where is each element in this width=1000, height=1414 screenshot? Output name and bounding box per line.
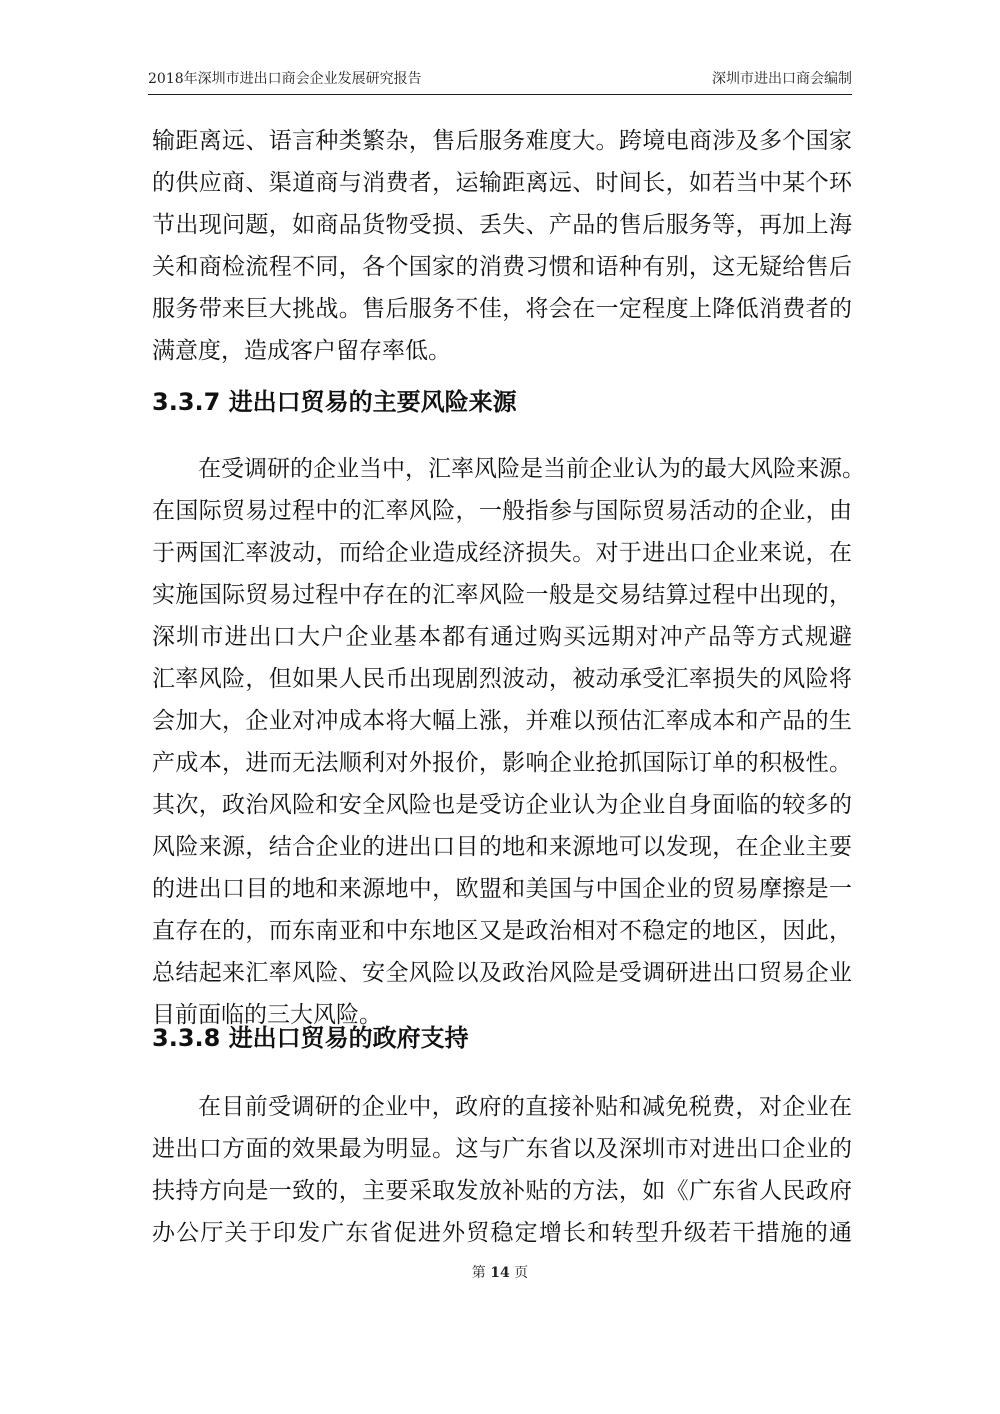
text-line: 服务带来巨大挑战。售后服务不佳，将会在一定程度上降低消费者的 xyxy=(152,296,852,322)
paragraph-risk-sources xyxy=(152,448,865,1036)
page-header xyxy=(148,64,852,95)
text-line: 输距离远、语言种类繁杂，售后服务难度大。跨境电商涉及多个国家 xyxy=(152,128,852,154)
text-line: 深圳市进出口大户企业基本都有通过购买远期对冲产品等方式规避 xyxy=(152,624,852,650)
page-footer xyxy=(0,1262,1000,1284)
text-line: 扶持方向是一致的，主要采取发放补贴的方法，如《广东省人民政府 xyxy=(152,1178,852,1204)
text-line: 汇率风险，但如果人民币出现剧烈波动，被动承受汇率损失的风险将 xyxy=(152,666,852,692)
text-line: 进出口方面的效果最为明显。这与广东省以及深圳市对进出口企业的 xyxy=(152,1136,852,1162)
page-number: 14 xyxy=(490,1265,510,1281)
paragraph-government-support xyxy=(152,1086,852,1254)
section-heading-3-3-7: 3.3.7 进出口贸易的主要风险来源 xyxy=(152,388,517,416)
page-number-suffix: 页 xyxy=(509,1265,529,1281)
header-report-title: 2018年深圳市进出口商会企业发展研究报告 xyxy=(148,71,422,87)
text-line: 产成本，进而无法顺利对外报价，影响企业抢抓国际订单的积极性。 xyxy=(152,750,852,776)
text-line: 满意度，造成客户留存率低。 xyxy=(152,338,451,364)
paragraph-after-sales xyxy=(152,120,852,372)
text-line: 在受调研的企业当中，汇率风险是当前企业认为的最大风险来源。 xyxy=(198,456,865,482)
text-line: 在国际贸易过程中的汇率风险，一般指参与国际贸易活动的企业，由 xyxy=(152,498,852,524)
text-line: 在目前受调研的企业中，政府的直接补贴和减免税费，对企业在 xyxy=(198,1094,852,1120)
header-publisher: 深圳市进出口商会编制 xyxy=(712,71,852,87)
text-line: 的供应商、渠道商与消费者，运输距离远、时间长，如若当中某个环 xyxy=(152,170,852,196)
page-number-prefix: 第 xyxy=(471,1265,491,1281)
text-line: 总结起来汇率风险、安全风险以及政治风险是受调研进出口贸易企业 xyxy=(152,960,852,986)
text-line: 办公厅关于印发广东省促进外贸稳定增长和转型升级若干措施的通 xyxy=(152,1220,852,1246)
text-line: 目前面临的三大风险。 xyxy=(152,1002,382,1028)
text-line: 关和商检流程不同，各个国家的消费习惯和语种有别，这无疑给售后 xyxy=(152,254,852,280)
text-line: 会加大，企业对冲成本将大幅上涨，并难以预估汇率成本和产品的生 xyxy=(152,708,852,734)
text-line: 于两国汇率波动，而给企业造成经济损失。对于进出口企业来说，在 xyxy=(152,540,852,566)
text-line: 风险来源，结合企业的进出口目的地和来源地可以发现，在企业主要 xyxy=(152,834,852,860)
text-line: 实施国际贸易过程中存在的汇率风险一般是交易结算过程中出现的， xyxy=(152,582,852,608)
text-line: 节出现问题，如商品货物受损、丢失、产品的售后服务等，再加上海 xyxy=(152,212,852,238)
text-line: 直存在的，而东南亚和中东地区又是政治相对不稳定的地区，因此， xyxy=(152,918,852,944)
text-line: 其次，政治风险和安全风险也是受访企业认为企业自身面临的较多的 xyxy=(152,792,852,818)
section-heading-3-3-8: 3.3.8 进出口贸易的政府支持 xyxy=(152,1024,469,1052)
text-line: 的进出口目的地和来源地中，欧盟和美国与中国企业的贸易摩擦是一 xyxy=(152,876,852,902)
